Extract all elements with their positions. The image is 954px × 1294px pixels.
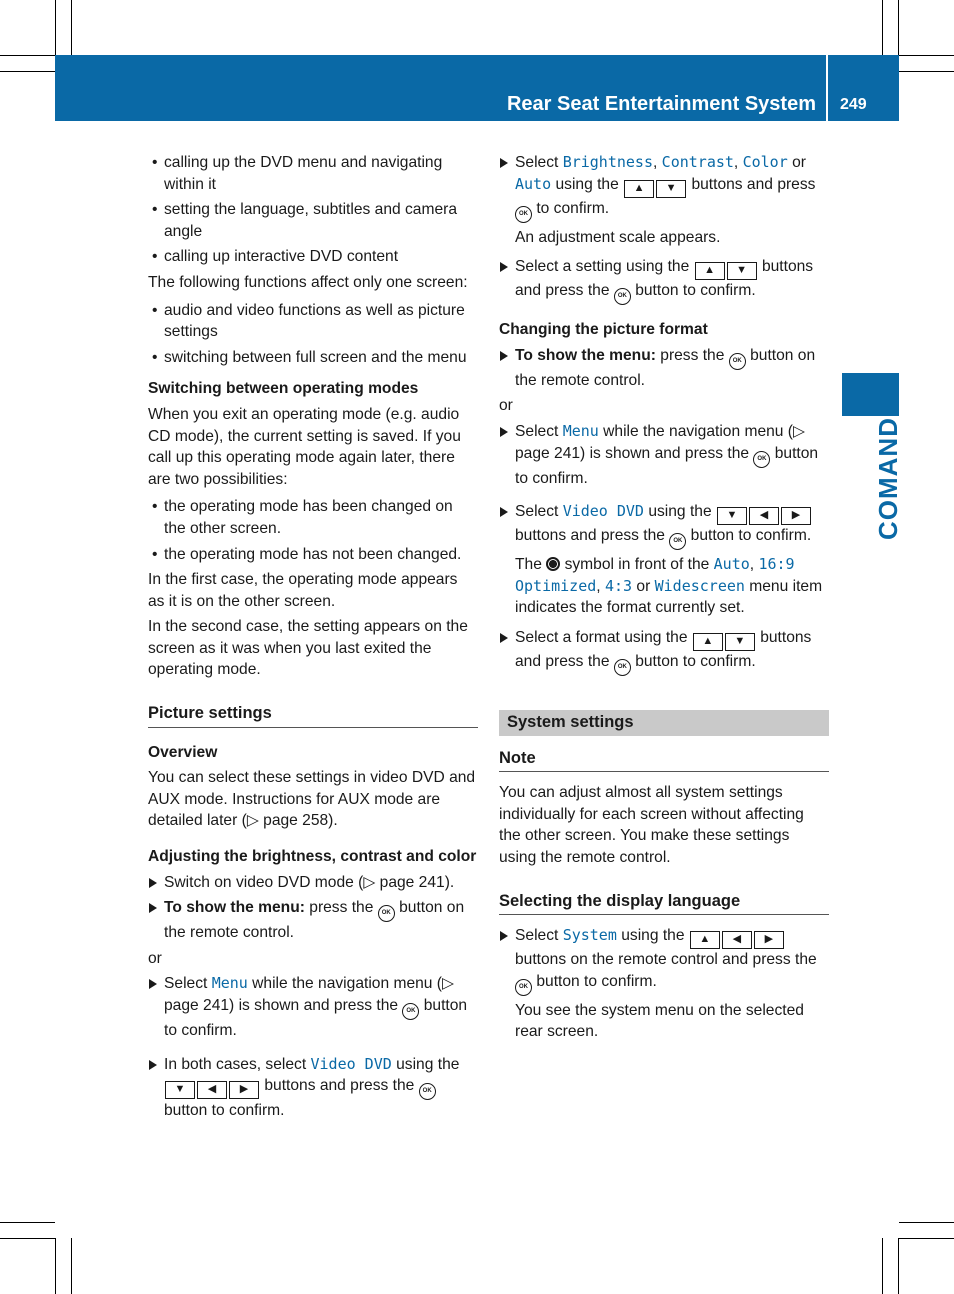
- paragraph: In the first case, the operating mode appears as it is on the other screen.: [148, 571, 458, 610]
- down-key-icon: ▼: [717, 507, 747, 525]
- page-title: Rear Seat Entertainment System: [506, 93, 816, 115]
- right-key-icon: ▶: [229, 1081, 259, 1099]
- subheading-adjust: Adjusting the brightness, contrast and color: [148, 848, 477, 866]
- crop-mark: [898, 1238, 899, 1294]
- result-text: The symbol in front of the Auto, 16:9 Optimized, 4:3 or Widescreen menu item indicates the format currently set.: [515, 555, 823, 617]
- list-item: • setting the language, subtitles and camera angle: [148, 199, 478, 242]
- crop-mark: [55, 0, 56, 55]
- step-item: Select Menu while the navigation menu (▷ page 241) is shown and press the OK button to confirm.: [148, 973, 478, 1041]
- ok-button-icon: OK: [614, 659, 631, 676]
- list-item: • the operating mode has not been changed.: [148, 544, 478, 566]
- step-item: Select Menu while the navigation menu (▷ page 241) is shown and press the OK button to confirm.: [499, 421, 829, 489]
- selected-dot-icon: [546, 557, 560, 571]
- section-heading-language: Selecting the display language: [499, 891, 829, 916]
- ok-button-icon: OK: [669, 533, 686, 550]
- paragraph: The following functions affect only one screen:: [148, 273, 468, 291]
- ok-button-icon: OK: [515, 206, 532, 223]
- down-key-icon: ▼: [725, 633, 755, 651]
- step-item: Switch on video DVD mode (▷ page 241).: [148, 872, 478, 894]
- crop-mark: [55, 1238, 56, 1294]
- up-key-icon: ▲: [690, 931, 720, 949]
- subheading-format: Changing the picture format: [499, 321, 708, 339]
- step-item: Select Brightness, Contrast, Color or Auto using the ▲ ▼ buttons and press OK to confirm.: [499, 152, 829, 223]
- step-item: To show the menu: press the OK button on the remote control.: [499, 345, 829, 392]
- left-key-icon: ◀: [749, 507, 779, 525]
- result-text: You see the system menu on the selected rear screen.: [515, 1001, 804, 1041]
- crop-mark: [899, 1238, 954, 1239]
- ok-button-icon: OK: [515, 979, 532, 996]
- crop-mark: [898, 0, 899, 55]
- down-key-icon: ▼: [727, 262, 757, 280]
- right-key-icon: ▶: [754, 931, 784, 949]
- ok-button-icon: OK: [614, 288, 631, 305]
- section-heading-picture: Picture settings: [148, 703, 478, 728]
- crop-mark: [0, 1222, 55, 1223]
- step-item: In both cases, select Video DVD using the ▼ ◀ ▶ buttons and press the OK button to confirm.: [148, 1054, 478, 1122]
- step-item: Select a setting using the ▲ ▼ buttons and press the OK button to confirm.: [499, 256, 829, 305]
- step-item: Select a format using the ▲ ▼ buttons and press the OK button to confirm.: [499, 627, 829, 676]
- crop-mark: [882, 1238, 883, 1294]
- crop-mark: [899, 1222, 954, 1223]
- step-item: To show the menu: press the OK button on the remote control.: [148, 897, 478, 944]
- result-text: An adjustment scale appears.: [515, 228, 721, 246]
- subheading-switching: Switching between operating modes: [148, 380, 419, 398]
- crop-mark: [882, 0, 883, 55]
- right-key-icon: ▶: [781, 507, 811, 525]
- side-tab-label: COMAND: [873, 417, 903, 540]
- side-tab-marker: [842, 373, 899, 416]
- list-item: • audio and video functions as well as picture settings: [148, 300, 478, 343]
- ok-button-icon: OK: [378, 905, 395, 922]
- section-heading-note: Note: [499, 748, 829, 773]
- list-item: • calling up interactive DVD content: [148, 246, 478, 268]
- up-key-icon: ▲: [624, 180, 654, 198]
- left-key-icon: ◀: [197, 1081, 227, 1099]
- down-key-icon: ▼: [656, 180, 686, 198]
- ok-button-icon: OK: [419, 1083, 436, 1100]
- ok-button-icon: OK: [753, 451, 770, 468]
- crop-mark: [71, 1238, 72, 1294]
- paragraph: You can adjust almost all system settings individually for each screen without affecting the other screen. You make these settings using the remote control.: [499, 784, 804, 866]
- list-item: • switching between full screen and the menu: [148, 347, 478, 369]
- page-number: 249: [840, 96, 867, 113]
- crop-mark: [899, 71, 954, 72]
- list-item: • calling up the DVD menu and navigating within it: [148, 152, 478, 195]
- right-column: [499, 152, 829, 1043]
- crop-mark: [0, 1238, 55, 1239]
- up-key-icon: ▲: [695, 262, 725, 280]
- or-text: or: [499, 397, 513, 415]
- subheading-overview: Overview: [148, 743, 218, 761]
- list-item: • the operating mode has been changed on the other screen.: [148, 496, 478, 539]
- crop-mark: [71, 0, 72, 55]
- crop-mark: [0, 55, 55, 56]
- paragraph: When you exit an operating mode (e.g. audio CD mode), the current setting is saved. If you call up this operating mode again later, there are two possibilities:: [148, 405, 461, 488]
- or-text: or: [148, 949, 162, 967]
- header-divider: [826, 55, 828, 121]
- paragraph: In the second case, the setting appears on the screen as it was when you last exited the operating mode.: [148, 618, 468, 679]
- left-column: [148, 152, 478, 1126]
- down-key-icon: ▼: [165, 1081, 195, 1099]
- up-key-icon: ▲: [693, 633, 723, 651]
- ok-button-icon: OK: [402, 1003, 419, 1020]
- step-item: Select Video DVD using the ▼ ◀ ▶ buttons and press the OK button to confirm.: [499, 501, 829, 550]
- section-heading-system: System settings: [499, 710, 829, 736]
- crop-mark: [899, 55, 954, 56]
- left-key-icon: ◀: [722, 931, 752, 949]
- paragraph: You can select these settings in video DVD and AUX mode. Instructions for AUX mode are detailed later (▷ page 258).: [148, 769, 476, 830]
- ok-button-icon: OK: [729, 353, 746, 370]
- crop-mark: [0, 71, 55, 72]
- step-item: Select System using the ▲ ◀ ▶ buttons on the remote control and press the OK button to confirm.: [499, 925, 829, 996]
